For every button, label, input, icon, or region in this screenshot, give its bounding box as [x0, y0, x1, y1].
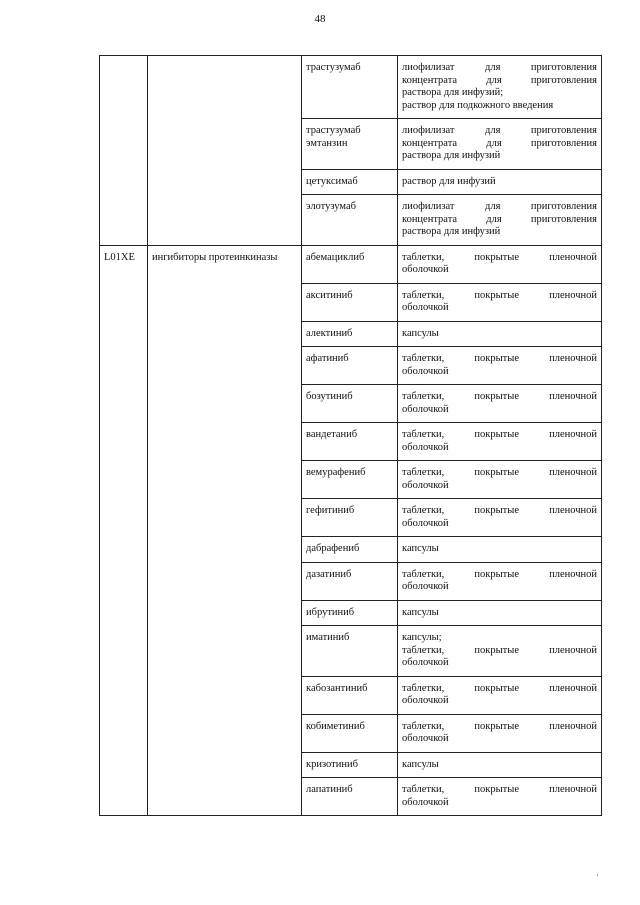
dosage-form-line: таблетки, покрытые пленочной: [402, 429, 597, 440]
dosage-form-cell: [398, 321, 602, 347]
dosage-form-cell: [398, 676, 602, 714]
dosage-form-line: оболочкой: [402, 517, 449, 529]
dosage-form-line: таблетки, покрытые пленочной: [402, 682, 597, 694]
atc-code-cell: [100, 56, 148, 246]
dosage-form-cell: [398, 778, 602, 816]
dosage-form-line: лиофилизат для приготовления: [402, 62, 597, 73]
drug-name-line: трастузумаб: [306, 125, 361, 136]
drug-name-line: дабрафениб: [306, 543, 360, 554]
drug-name-cell: [302, 752, 398, 778]
drug-name-line: элотузумаб: [306, 201, 356, 212]
dosage-form-line: капсулы: [402, 606, 439, 618]
dosage-form-line: таблетки, покрытые пленочной: [402, 505, 597, 516]
dosage-form-line: капсулы: [402, 327, 439, 339]
drug-name-cell: [302, 385, 398, 423]
dosage-form-cell: [398, 245, 602, 283]
drug-name-cell: [302, 347, 398, 385]
drug-name-line: алектиниб: [306, 327, 353, 339]
drug-name-cell: [302, 119, 398, 170]
drug-name-cell: [302, 283, 398, 321]
dosage-form-line: оболочкой: [402, 403, 449, 415]
dosage-form-cell: [398, 562, 602, 600]
dosage-form-cell: [398, 752, 602, 778]
drug-name-line: эмтанзин: [306, 137, 348, 149]
drug-name-cell: [302, 169, 398, 195]
page-number: 48: [314, 13, 326, 25]
dosage-form-cell: [398, 195, 602, 246]
dosage-form-line: оболочкой: [402, 796, 449, 808]
dosage-form-cell: [398, 283, 602, 321]
drug-name-line: иматиниб: [306, 632, 350, 643]
drug-name-cell: [302, 600, 398, 626]
drug-name-cell: [302, 714, 398, 752]
dosage-form-cell: [398, 56, 602, 119]
dosage-form-line: оболочкой: [402, 365, 449, 377]
drug-name-line: кризотиниб: [306, 758, 358, 770]
drug-name-cell: [302, 423, 398, 461]
drug-name-line: вемурафениб: [306, 467, 366, 478]
dosage-form-cell: [398, 626, 602, 677]
drug-name-cell: [302, 321, 398, 347]
drug-name-line: кабозантиниб: [306, 682, 368, 694]
dosage-form-cell: [398, 423, 602, 461]
drug-name-line: ибрутиниб: [306, 606, 355, 618]
dosage-form-line: оболочкой: [402, 479, 449, 491]
dosage-form-line: оболочкой: [402, 264, 449, 275]
drug-name-cell: [302, 626, 398, 677]
dosage-form-line: лиофилизат для приготовления: [402, 201, 597, 212]
drug-name-line: акситиниб: [306, 289, 353, 301]
dosage-form-line: оболочкой: [402, 695, 449, 706]
dosage-form-line: таблетки, покрытые пленочной: [402, 251, 597, 263]
drug-name-line: цетуксимаб: [306, 175, 358, 187]
drug-name-cell: [302, 537, 398, 563]
dosage-form-line: оболочкой: [402, 302, 449, 313]
drug-name-line: кобиметиниб: [306, 720, 365, 732]
drug-name-line: вандетаниб: [306, 429, 358, 440]
dosage-form-line: капсулы;: [402, 632, 442, 643]
table-row: [100, 245, 602, 283]
corner-mark: ·: [596, 870, 599, 880]
dosage-form-line: концентрата для приготовления: [402, 137, 597, 149]
dosage-form-line: раствор для инфузий: [402, 175, 496, 187]
dosage-form-line: концентрата для приготовления: [402, 74, 597, 86]
dosage-form-line: таблетки, покрытые пленочной: [402, 289, 597, 301]
drug-name-cell: [302, 499, 398, 537]
dosage-form-line: таблетки, покрытые пленочной: [402, 644, 597, 656]
drug-table: [99, 55, 602, 816]
dosage-form-line: лиофилизат для приготовления: [402, 125, 597, 136]
dosage-form-cell: [398, 537, 602, 563]
dosage-form-line: раствора для инфузий: [402, 226, 501, 237]
drug-name-line: гефитиниб: [306, 505, 355, 516]
dosage-form-line: раствора для инфузий: [402, 150, 501, 161]
dosage-form-cell: [398, 119, 602, 170]
atc-code-cell: L01XE: [100, 245, 148, 816]
dosage-form-line: капсулы: [402, 758, 439, 770]
drug-name-cell: [302, 461, 398, 499]
dosage-form-cell: [398, 499, 602, 537]
dosage-form-line: таблетки, покрытые пленочной: [402, 467, 597, 478]
dosage-form-cell: [398, 461, 602, 499]
table-row: [100, 56, 602, 119]
dosage-form-cell: [398, 600, 602, 626]
drug-name-line: абемациклиб: [306, 251, 365, 263]
drug-name-line: дазатиниб: [306, 568, 352, 580]
dosage-form-line: таблетки, покрытые пленочной: [402, 391, 597, 402]
drug-name-line: лапатиниб: [306, 784, 353, 795]
dosage-form-line: оболочкой: [402, 581, 449, 592]
drug-name-line: трастузумаб: [306, 62, 361, 73]
dosage-form-line: капсулы: [402, 543, 439, 554]
drug-name-cell: [302, 778, 398, 816]
drug-name-line: бозутиниб: [306, 391, 353, 402]
drug-group-cell: [148, 56, 302, 246]
dosage-form-line: таблетки, покрытые пленочной: [402, 353, 597, 364]
dosage-form-line: таблетки, покрытые пленочной: [402, 784, 597, 795]
dosage-form-cell: [398, 714, 602, 752]
drug-name-cell: [302, 676, 398, 714]
dosage-form-line: таблетки, покрытые пленочной: [402, 720, 597, 732]
dosage-form-cell: [398, 169, 602, 195]
dosage-form-line: раствора для инфузий;: [402, 87, 504, 98]
drug-name-cell: [302, 195, 398, 246]
drug-name-cell: [302, 562, 398, 600]
dosage-form-line: оболочкой: [402, 733, 449, 744]
dosage-form-cell: [398, 385, 602, 423]
drug-name-line: афатиниб: [306, 353, 349, 364]
dosage-form-line: концентрата для приготовления: [402, 213, 597, 225]
drug-name-cell: [302, 56, 398, 119]
dosage-form-line: таблетки, покрытые пленочной: [402, 568, 597, 580]
dosage-form-line: оболочкой: [402, 441, 449, 453]
dosage-form-line: раствор для подкожного введения: [402, 99, 554, 111]
dosage-form-line: оболочкой: [402, 657, 449, 668]
drug-name-cell: [302, 245, 398, 283]
dosage-form-cell: [398, 347, 602, 385]
drug-group-cell: ингибиторы протеинкиназы: [148, 245, 302, 816]
